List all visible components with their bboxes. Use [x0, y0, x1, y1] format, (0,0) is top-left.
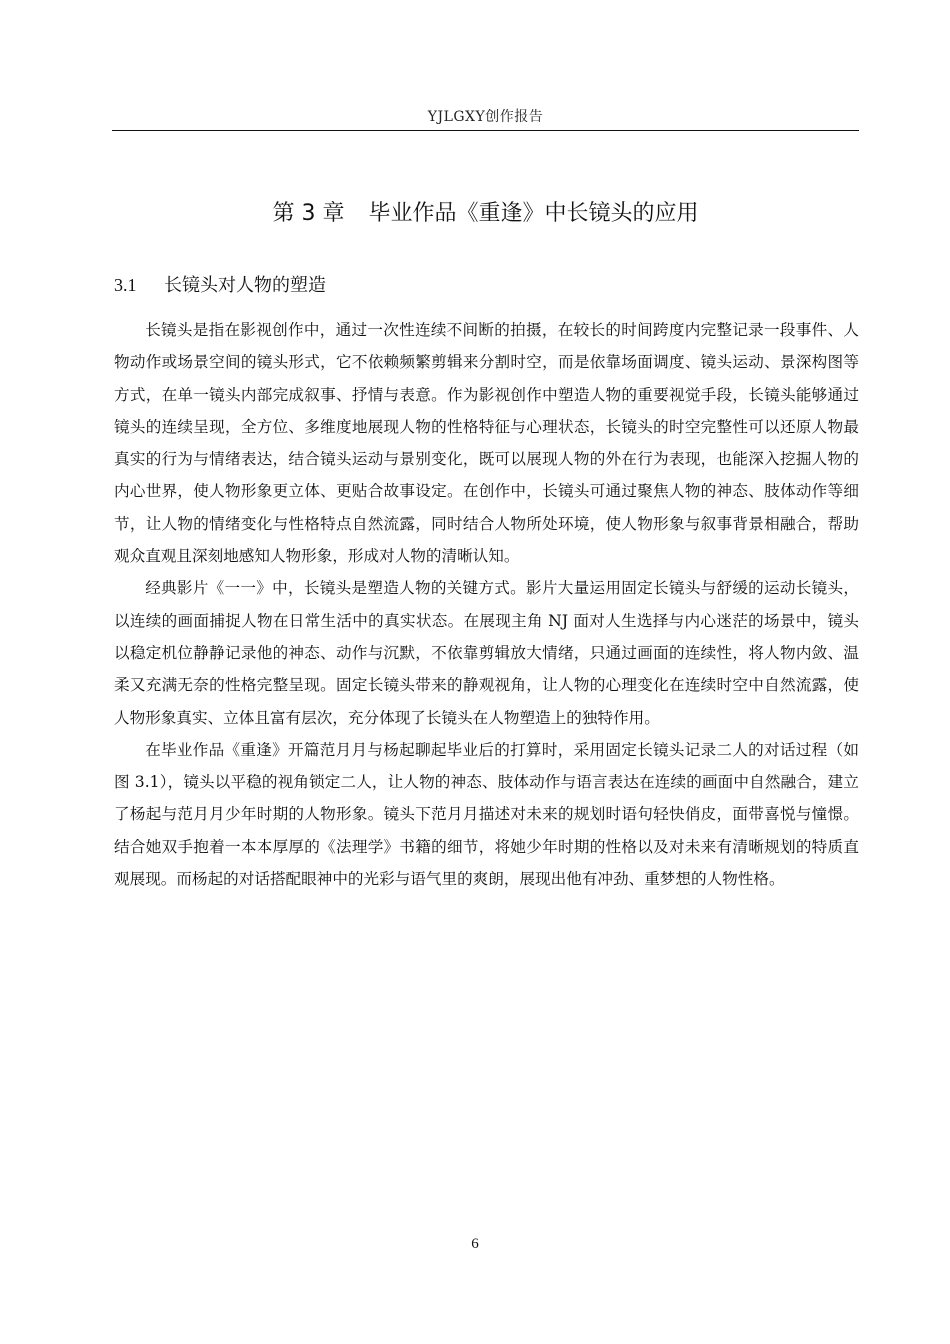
- paragraph: 长镜头是指在影视创作中，通过一次性连续不间断的拍摄，在较长的时间跨度内完整记录一段事件、人物动作或场景空间的镜头形式，它不依赖频繁剪辑来分割时空，而是依靠场面调度、镜头运动、景深构图等方式，在单一镜头内部完成叙事、抒情与表意。作为影视创作中塑造人物的重要视觉手段，长镜头能够通过镜头的连续呈现，全方位、多维度地展现人物的性格特征与心理状态，长镜头的时空完整性可以还原人物最真实的行为与情绪表达，结合镜头运动与景别变化，既可以展现人物的外在行为表现，也能深入挖掘人物的内心世界，使人物形象更立体、更贴合故事设定。在创作中，长镜头可通过聚焦人物的神态、肢体动作等细节，让人物的情绪变化与性格特点自然流露，同时结合人物所处环境，使人物形象与叙事背景相融合，帮助观众直观且深刻地感知人物形象，形成对人物的清晰认知。: [114, 321, 859, 566]
- chapter-heading: [112, 198, 859, 230]
- chapter-title: 毕业作品《重逢》中长镜头的应用: [368, 201, 699, 226]
- section-title: 长镜头对人物的塑造: [164, 275, 326, 296]
- paragraph: 经典影片《一一》中，长镜头是塑造人物的关键方式。影片大量运用固定长镜头与舒缓的运动长镜头，以连续的画面捕捉人物在日常生活中的真实状态。在展现主角 NJ 面对人生选择与内心迷茫的场景中，镜头以稳定机位静静记录他的神态、动作与沉默，不依靠剪辑放大情绪，只通过画面的连续性，将人物内敛、温柔又充满无奈的性格完整呈现。固定长镜头带来的静观视角，让人物的心理变化在连续时空中自然流露，使人物形象真实、立体且富有层次，充分体现了长镜头在人物塑造上的独特作用。: [114, 579, 859, 727]
- section-number: 3.1: [114, 275, 137, 295]
- running-header: YJLGXY创作报告: [427, 109, 544, 125]
- paragraph: 在毕业作品《重逢》开篇范月月与杨起聊起毕业后的打算时，采用固定长镜头记录二人的对话过程（如图 3.1），镜头以平稳的视角锁定二人，让人物的神态、肢体动作与语言表达在连续的画面中自然融合，建立了杨起与范月月少年时期的人物形象。镜头下范月月描述对未来的规划时语句轻快俏皮，面带喜悦与憧憬。结合她双手抱着一本本厚厚的《法理学》书籍的细节，将她少年时期的性格以及对未来有清晰规划的特质直观展现。而杨起的对话搭配眼神中的光彩与语气里的爽朗，展现出他有冲劲、重梦想的人物性格。: [114, 740, 859, 889]
- page-number: 6: [471, 1236, 479, 1252]
- chapter-number: 第 3 章: [272, 201, 345, 226]
- header-rule: [112, 130, 859, 131]
- body-text: [114, 314, 859, 895]
- section-heading: [114, 271, 326, 300]
